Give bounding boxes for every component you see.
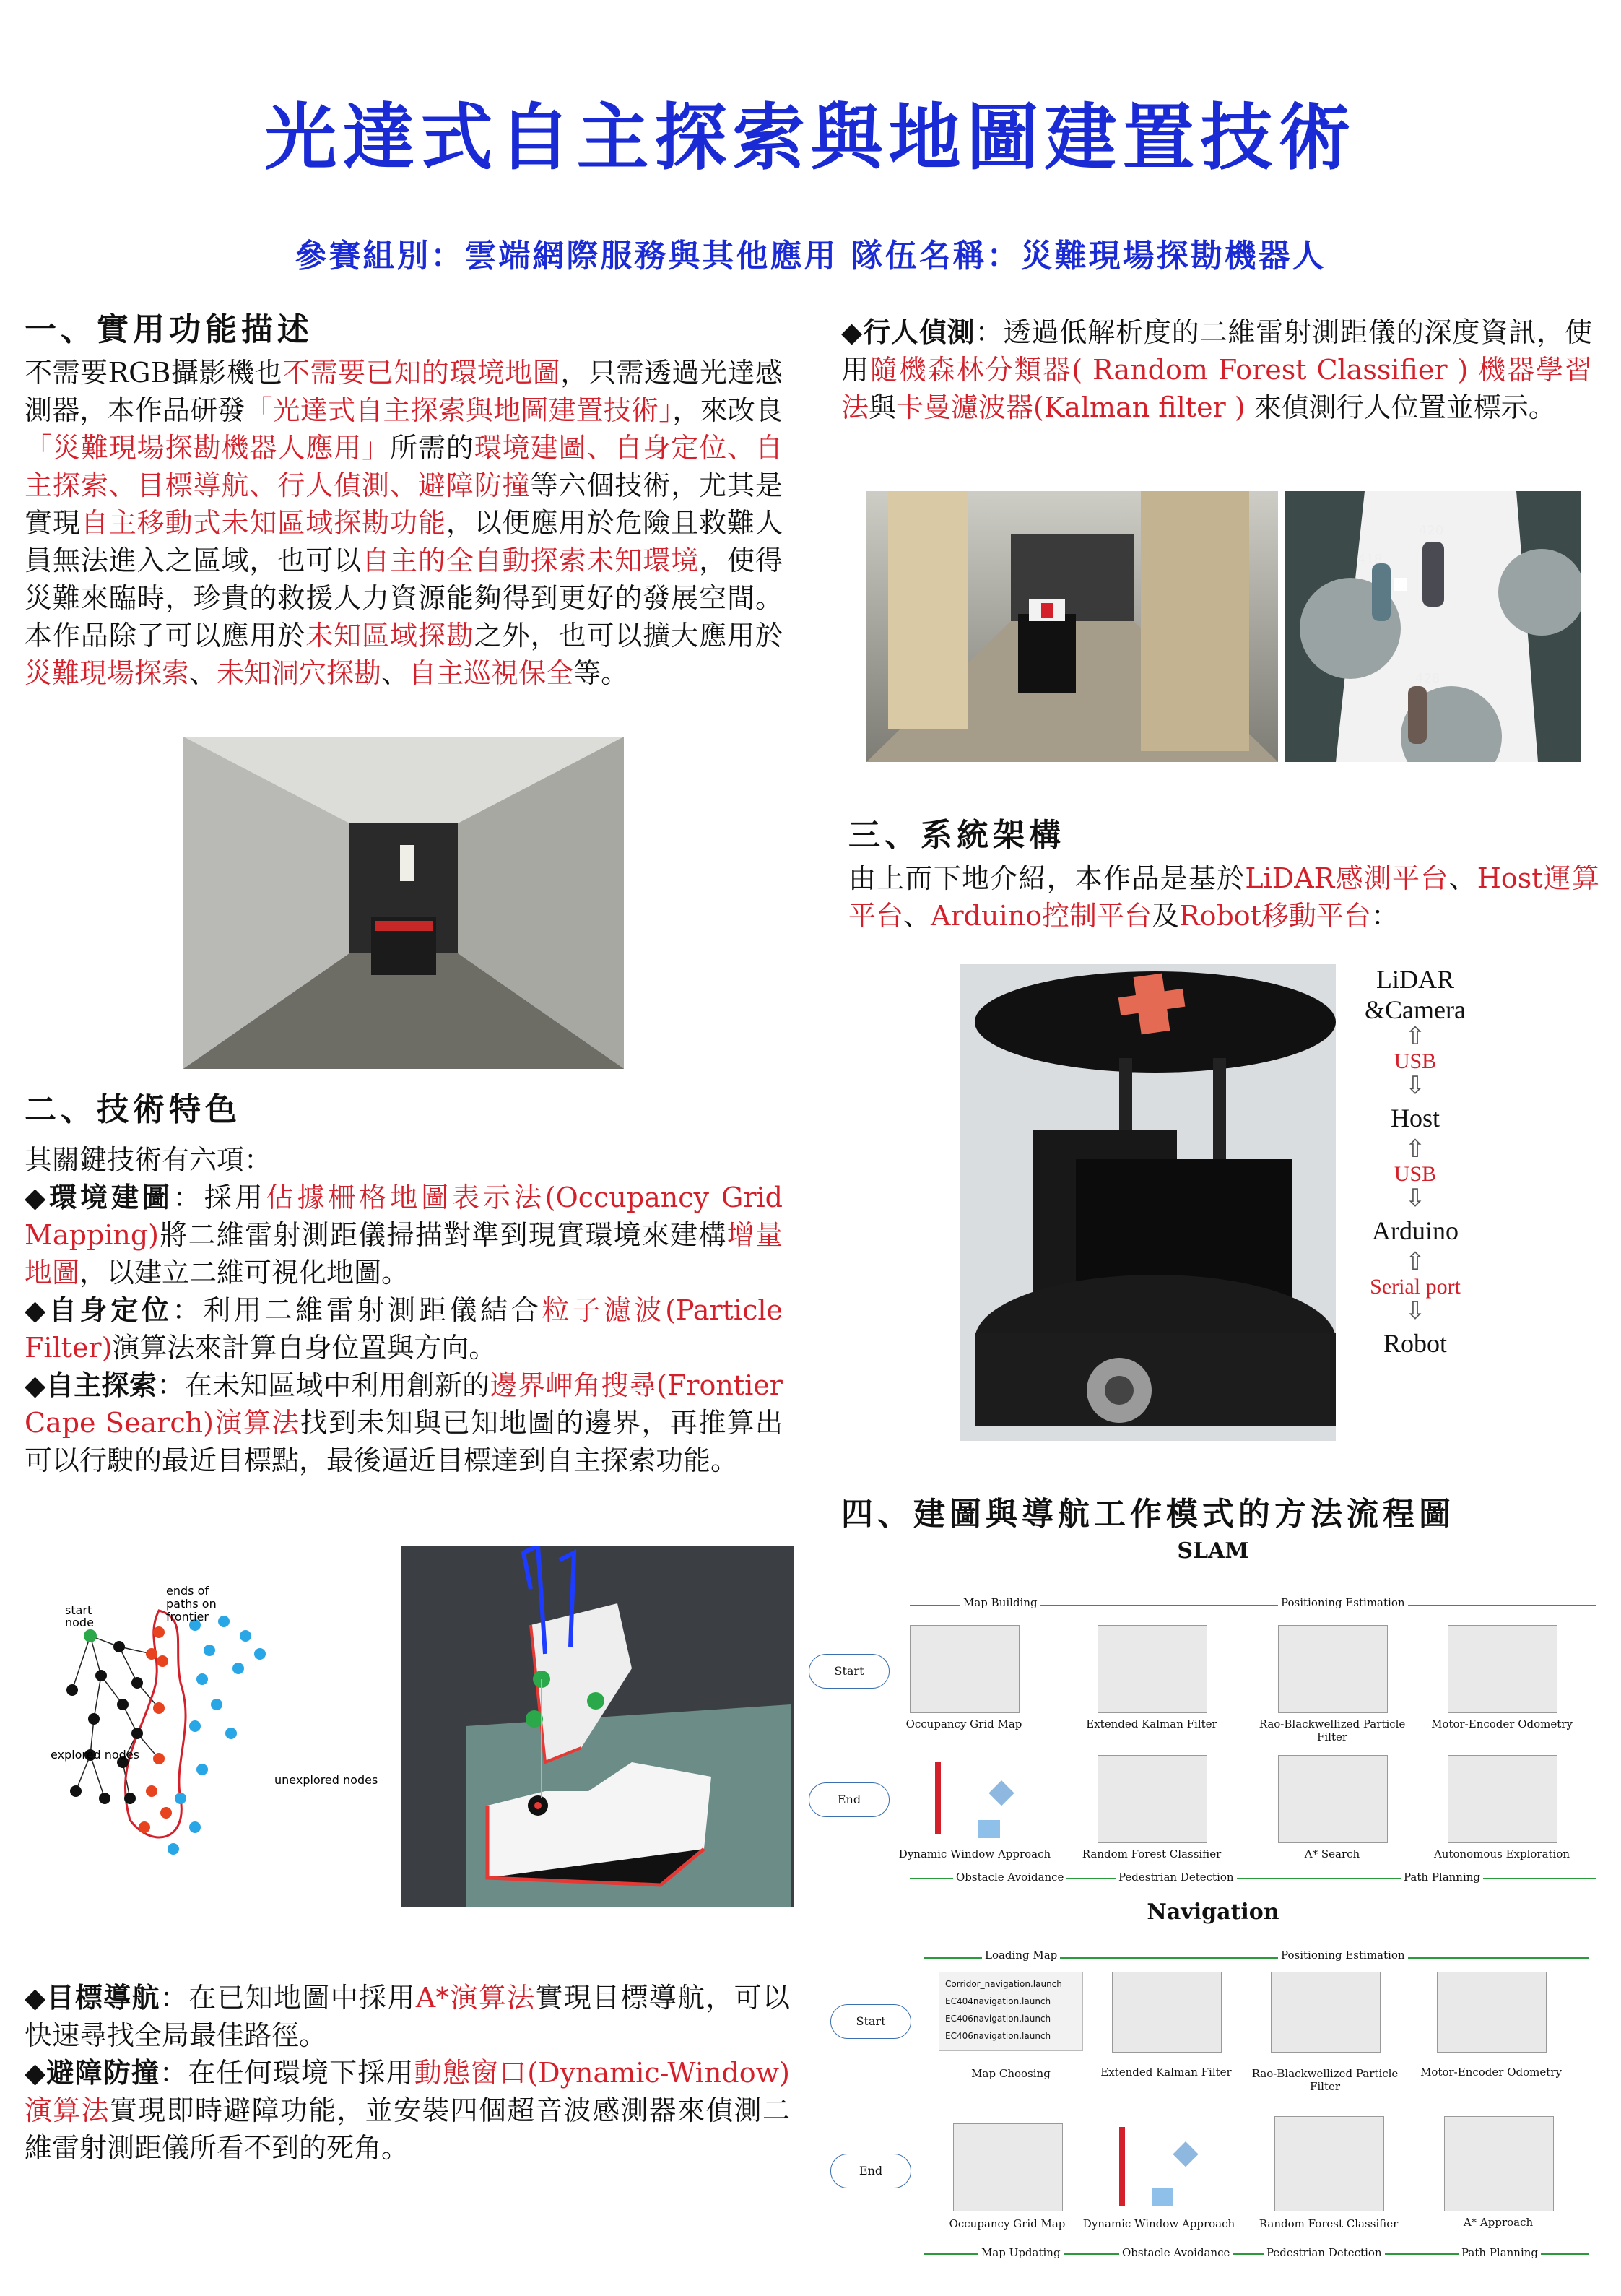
section1-text-run: 「災難現場探勘機器人應用」 — [25, 432, 390, 464]
section1-text-run: ，以便應用於危險且救難人員無法進入之區域，也可以 — [25, 507, 783, 576]
section1-text-run: 未知區域探勘 — [305, 620, 474, 651]
nav-end-node: End — [830, 2154, 911, 2188]
technique-item — [25, 1291, 783, 1366]
section2-intro: 其關鍵技術有六項： — [25, 1144, 272, 1176]
slam-caption-6: Random Forest Classifier — [1082, 1847, 1222, 1860]
nav-box-5 — [953, 2123, 1063, 2211]
technique-text-run: ，以建立二維可視化地圖。 — [79, 1257, 409, 1288]
pedestrian-detection-paragraph — [841, 313, 1592, 426]
section4-heading: 四、建圖與導航工作模式的方法流程圖 — [841, 1496, 1455, 1533]
technique-item — [25, 2054, 790, 2167]
section1-text-run: ，只需透過光達感測器，本作品研發 — [25, 357, 783, 426]
pedestrian-text-run: ：透過低解析度的二維雷射測距儀的深度資訊，使用 — [841, 316, 1592, 386]
section3-paragraph — [848, 859, 1599, 935]
technique-text-run: (Occupancy Grid Mapping) — [25, 1182, 783, 1251]
arch-serial: Serial port — [1370, 1275, 1461, 1299]
nav-caption-4: Motor-Encoder Odometry — [1420, 2066, 1562, 2079]
technique-text-run: ：採用 — [173, 1182, 266, 1213]
pedestrian-text-run: 與 — [869, 391, 897, 423]
section3-text-run: 及 — [1151, 900, 1179, 932]
nav-box-2 — [1112, 1972, 1222, 2053]
technique-text-run: 增量地圖 — [25, 1219, 783, 1288]
section1-text-run: 環境建圖、自身定位、自主探索、目標導航、行人偵測、避障防撞 — [25, 432, 783, 501]
slam-box-4 — [1448, 1625, 1557, 1713]
frontier-label-ends: ends of — [166, 1584, 209, 1598]
nav-box-7 — [1274, 2116, 1384, 2211]
nav-box-3 — [1271, 1972, 1381, 2053]
arch-lidar: LiDAR — [1376, 965, 1454, 994]
section1-text-run: 自主巡視保全 — [409, 657, 574, 689]
slam-top-label-1: Map Building — [960, 1596, 1040, 1609]
nav-bottom-label-1: Map Updating — [978, 2246, 1064, 2259]
technique-text-run: 實現目標導航，可以快速尋找全局最佳路徑。 — [25, 1982, 790, 2051]
technique-text-run: 將二維雷射測距儀掃描對準到現實環境來建構 — [159, 1219, 727, 1251]
frontier-tree-diagram — [51, 1582, 383, 1899]
pedestrian-camera-photo — [866, 491, 1278, 762]
nav-start-node: Start — [830, 2004, 911, 2039]
corridor-photo — [183, 737, 624, 1069]
page-subtitle: 參賽組別：雲端網際服務與其他應用 隊伍名稱：災難現場探勘機器人 — [295, 238, 1326, 274]
slam-caption-1: Occupancy Grid Map — [905, 1717, 1022, 1730]
technique-text-run: ：在未知區域中利用創新的 — [157, 1369, 490, 1401]
rviz-exploration-map — [401, 1546, 794, 1907]
nav-box-6 — [1105, 2123, 1213, 2210]
frontier-label-frontier: frontier — [166, 1610, 209, 1624]
section1-text-run: ，來改良 — [672, 394, 783, 426]
nav-caption-3: Rao-Blackwellized Particle Filter — [1251, 2067, 1399, 2093]
arch-usb-2: USB — [1394, 1162, 1437, 1186]
section1-text-run: 等。 — [573, 657, 629, 689]
launch-file-4: EC406navigation.launch — [945, 2031, 1051, 2041]
slam-box-6 — [1098, 1755, 1207, 1843]
section1-text-run: 災難現場探索 — [25, 657, 190, 689]
nav-box-4 — [1437, 1972, 1547, 2053]
technique-text-run: ◆自主探索 — [25, 1369, 157, 1401]
nav-caption-6: Dynamic Window Approach — [1082, 2217, 1235, 2230]
launch-file-1: Corridor_navigation.launch — [945, 1979, 1062, 1989]
arrow-down-icon: ⇩ — [1404, 1185, 1426, 1212]
nav-caption-7: Random Forest Classifier — [1259, 2217, 1399, 2230]
frontier-label-paths: paths on — [166, 1597, 217, 1611]
slam-box-8 — [1448, 1755, 1557, 1843]
arrow-down-icon: ⇩ — [1404, 1073, 1426, 1099]
nav-caption-8: A* Approach — [1463, 2216, 1534, 2229]
technique-text-run: 實現即時避障功能，並安裝四個超音波感測器來偵測二維雷射測距儀所看不到的死角。 — [25, 2094, 790, 2164]
section1-text-run: 等六個技術，尤其是實現 — [25, 469, 783, 539]
nav-caption-2: Extended Kalman Filter — [1100, 2066, 1232, 2079]
pedestrian-text-run: 來偵測行人位置並標示。 — [1245, 391, 1556, 423]
pedestrian-rviz-view — [1285, 491, 1581, 762]
section3-text-run: Robot移動平台 — [1178, 900, 1371, 932]
slam-top-label-2: Positioning Estimation — [1278, 1596, 1408, 1609]
section3-text-run: Host運算平台 — [848, 862, 1599, 932]
technique-text-run: ：在任何環境下採用 — [160, 2057, 414, 2089]
frontier-label-explored: explored nodes — [51, 1748, 139, 1762]
nav-top-label-2: Positioning Estimation — [1278, 1949, 1408, 1962]
nav-caption-5: Occupancy Grid Map — [949, 2217, 1066, 2230]
nav-top-label-1: Loading Map — [982, 1949, 1060, 1962]
slam-bottom-label-1: Obstacle Avoidance — [953, 1871, 1066, 1884]
slam-flowchart — [809, 1538, 1617, 1899]
robot-photo — [960, 964, 1336, 1441]
section1-text-run: 、 — [381, 657, 409, 689]
section3-heading: 三、系統架構 — [848, 817, 1065, 854]
frontier-label-unexplored: unexplored nodes — [274, 1773, 378, 1787]
technique-text-run: ◆目標導航 — [25, 1981, 160, 2014]
section2-items-2 — [25, 1979, 790, 2167]
navigation-flowchart — [809, 1899, 1617, 2275]
section1-text-run: 不需要RGB攝影機也 — [25, 357, 283, 389]
nav-caption-1: Map Choosing — [971, 2067, 1051, 2080]
section1-text-run: 不需要已知的環境地圖 — [282, 357, 561, 389]
page-title: 光達式自主探索與地圖建置技術 — [264, 95, 1357, 180]
section3-text-run: 、 — [1448, 862, 1477, 894]
arch-robot: Robot — [1383, 1329, 1447, 1358]
nav-box-8 — [1444, 2116, 1554, 2211]
slam-caption-2: Extended Kalman Filter — [1086, 1717, 1217, 1730]
technique-text-run: ：在已知地圖中採用 — [160, 1982, 416, 2014]
track-id-420: 420 — [1419, 523, 1444, 538]
nav-bottom-label-2: Obstacle Avoidance — [1119, 2246, 1233, 2259]
arrow-up-icon: ⇧ — [1404, 1023, 1426, 1050]
pedestrian-text-run: 隨機森林分類器( Random Forest Classifier ) 機器學習法 — [841, 354, 1592, 423]
pedestrian-text-run: ◆行人偵測 — [841, 316, 975, 348]
frontier-label-start: start — [65, 1603, 92, 1617]
arrow-down-icon: ⇩ — [1404, 1298, 1426, 1325]
technique-text-run: 粒子濾波(Particle Filter) — [25, 1294, 783, 1364]
slam-caption-4: Motor-Encoder Odometry — [1431, 1717, 1573, 1730]
technique-text-run: 佔據柵格地圖表示法 — [266, 1182, 545, 1213]
section1-paragraph — [25, 354, 783, 692]
section1-text-run: 、 — [189, 657, 217, 689]
arch-arduino: Arduino — [1372, 1216, 1459, 1245]
launch-file-2: EC404navigation.launch — [945, 1996, 1051, 2006]
technique-text-run: ◆環境建圖 — [25, 1181, 173, 1213]
section1-text-run: 所需的 — [389, 432, 474, 464]
technique-text-run: 演算法來計算自身位置與方向。 — [112, 1332, 497, 1364]
slam-bottom-label-2: Pedestrian Detection — [1116, 1871, 1237, 1884]
slam-bottom-label-3: Path Planning — [1401, 1871, 1483, 1884]
launch-file-3: EC406navigation.launch — [945, 2014, 1051, 2024]
arch-usb-1: USB — [1394, 1049, 1437, 1073]
nav-bottom-label-3: Pedestrian Detection — [1264, 2246, 1385, 2259]
technique-text-run: 動態窗口(Dynamic-Window)演算法 — [25, 2057, 790, 2126]
arrow-up-icon: ⇧ — [1404, 1136, 1426, 1163]
section1-text-run: 之外，也可以擴大應用於 — [474, 620, 783, 651]
slam-box-2 — [1098, 1625, 1207, 1713]
section1-text-run: ，使得災難來臨時，珍貴的救援人力資源能夠得到更好的發展空間。本作品除了可以應用於 — [25, 545, 783, 651]
slam-box-5 — [921, 1755, 1029, 1842]
slam-end-node: End — [809, 1782, 890, 1817]
section3-text-run: 、 — [903, 900, 931, 932]
slam-caption-5: Dynamic Window Approach — [898, 1847, 1051, 1860]
section2-heading: 二、技術特色 — [25, 1091, 241, 1128]
slam-caption-7: A* Search — [1304, 1847, 1360, 1860]
arch-camera: &Camera — [1365, 995, 1466, 1024]
technique-text-run: ：利用二維雷射測距儀結合 — [172, 1294, 542, 1326]
slam-caption-3: Rao-Blackwellized Particle Filter — [1259, 1717, 1406, 1743]
slam-box-7 — [1278, 1755, 1388, 1843]
technique-item — [25, 1179, 783, 1291]
technique-text-run: ◆避障防撞 — [25, 2056, 160, 2089]
technique-text-run: ◆自身定位 — [25, 1294, 173, 1326]
slam-box-1 — [910, 1625, 1020, 1713]
track-id-428: 428 — [1415, 671, 1440, 686]
technique-text-run: 找到未知與已知地圖的邊界，再推算出可以行駛的最近目標點，最後逼近目標達到自主探索功能。 — [25, 1407, 783, 1476]
section2-items — [25, 1179, 783, 1479]
slam-caption-8: Autonomous Exploration — [1433, 1847, 1570, 1860]
section1-text-run: 「光達式自主探索與地圖建置技術」 — [245, 394, 673, 426]
technique-text-run: 邊界岬角搜尋(Frontier Cape Search)演算法 — [25, 1369, 783, 1439]
arch-host: Host — [1390, 1104, 1440, 1132]
navigation-title: Navigation — [1147, 1899, 1279, 1925]
nav-launch-file-list — [939, 1972, 1083, 2051]
arrow-up-icon: ⇧ — [1404, 1249, 1426, 1275]
slam-start-node: Start — [809, 1654, 890, 1689]
technique-text-run: A*演算法 — [415, 1982, 536, 2014]
section3-text-run: ： — [1370, 900, 1399, 932]
frontier-label-node: node — [65, 1616, 94, 1629]
nav-bottom-label-4: Path Planning — [1459, 2246, 1541, 2259]
slam-box-3 — [1278, 1625, 1388, 1713]
technique-item — [25, 1366, 783, 1479]
section1-text-run: 未知洞穴探勘 — [217, 657, 382, 689]
section3-text-run: LiDAR感測平台 — [1245, 862, 1449, 894]
slam-title: SLAM — [1177, 1538, 1249, 1564]
section1-heading: 一、實用功能描述 — [25, 311, 313, 348]
section3-text-run: Arduino控制平台 — [931, 900, 1152, 932]
technique-item — [25, 1979, 790, 2054]
section1-text-run: 自主移動式未知區域探勘功能 — [80, 507, 446, 539]
section3-text-run: 由上而下地介紹，本作品是基於 — [848, 862, 1246, 894]
track-id-418: 418 — [1357, 552, 1383, 567]
section1-text-run: 自主的全自動探索未知環境 — [362, 545, 700, 576]
architecture-chain — [1343, 964, 1487, 1441]
pedestrian-text-run: 卡曼濾波器(Kalman filter ) — [896, 391, 1246, 423]
